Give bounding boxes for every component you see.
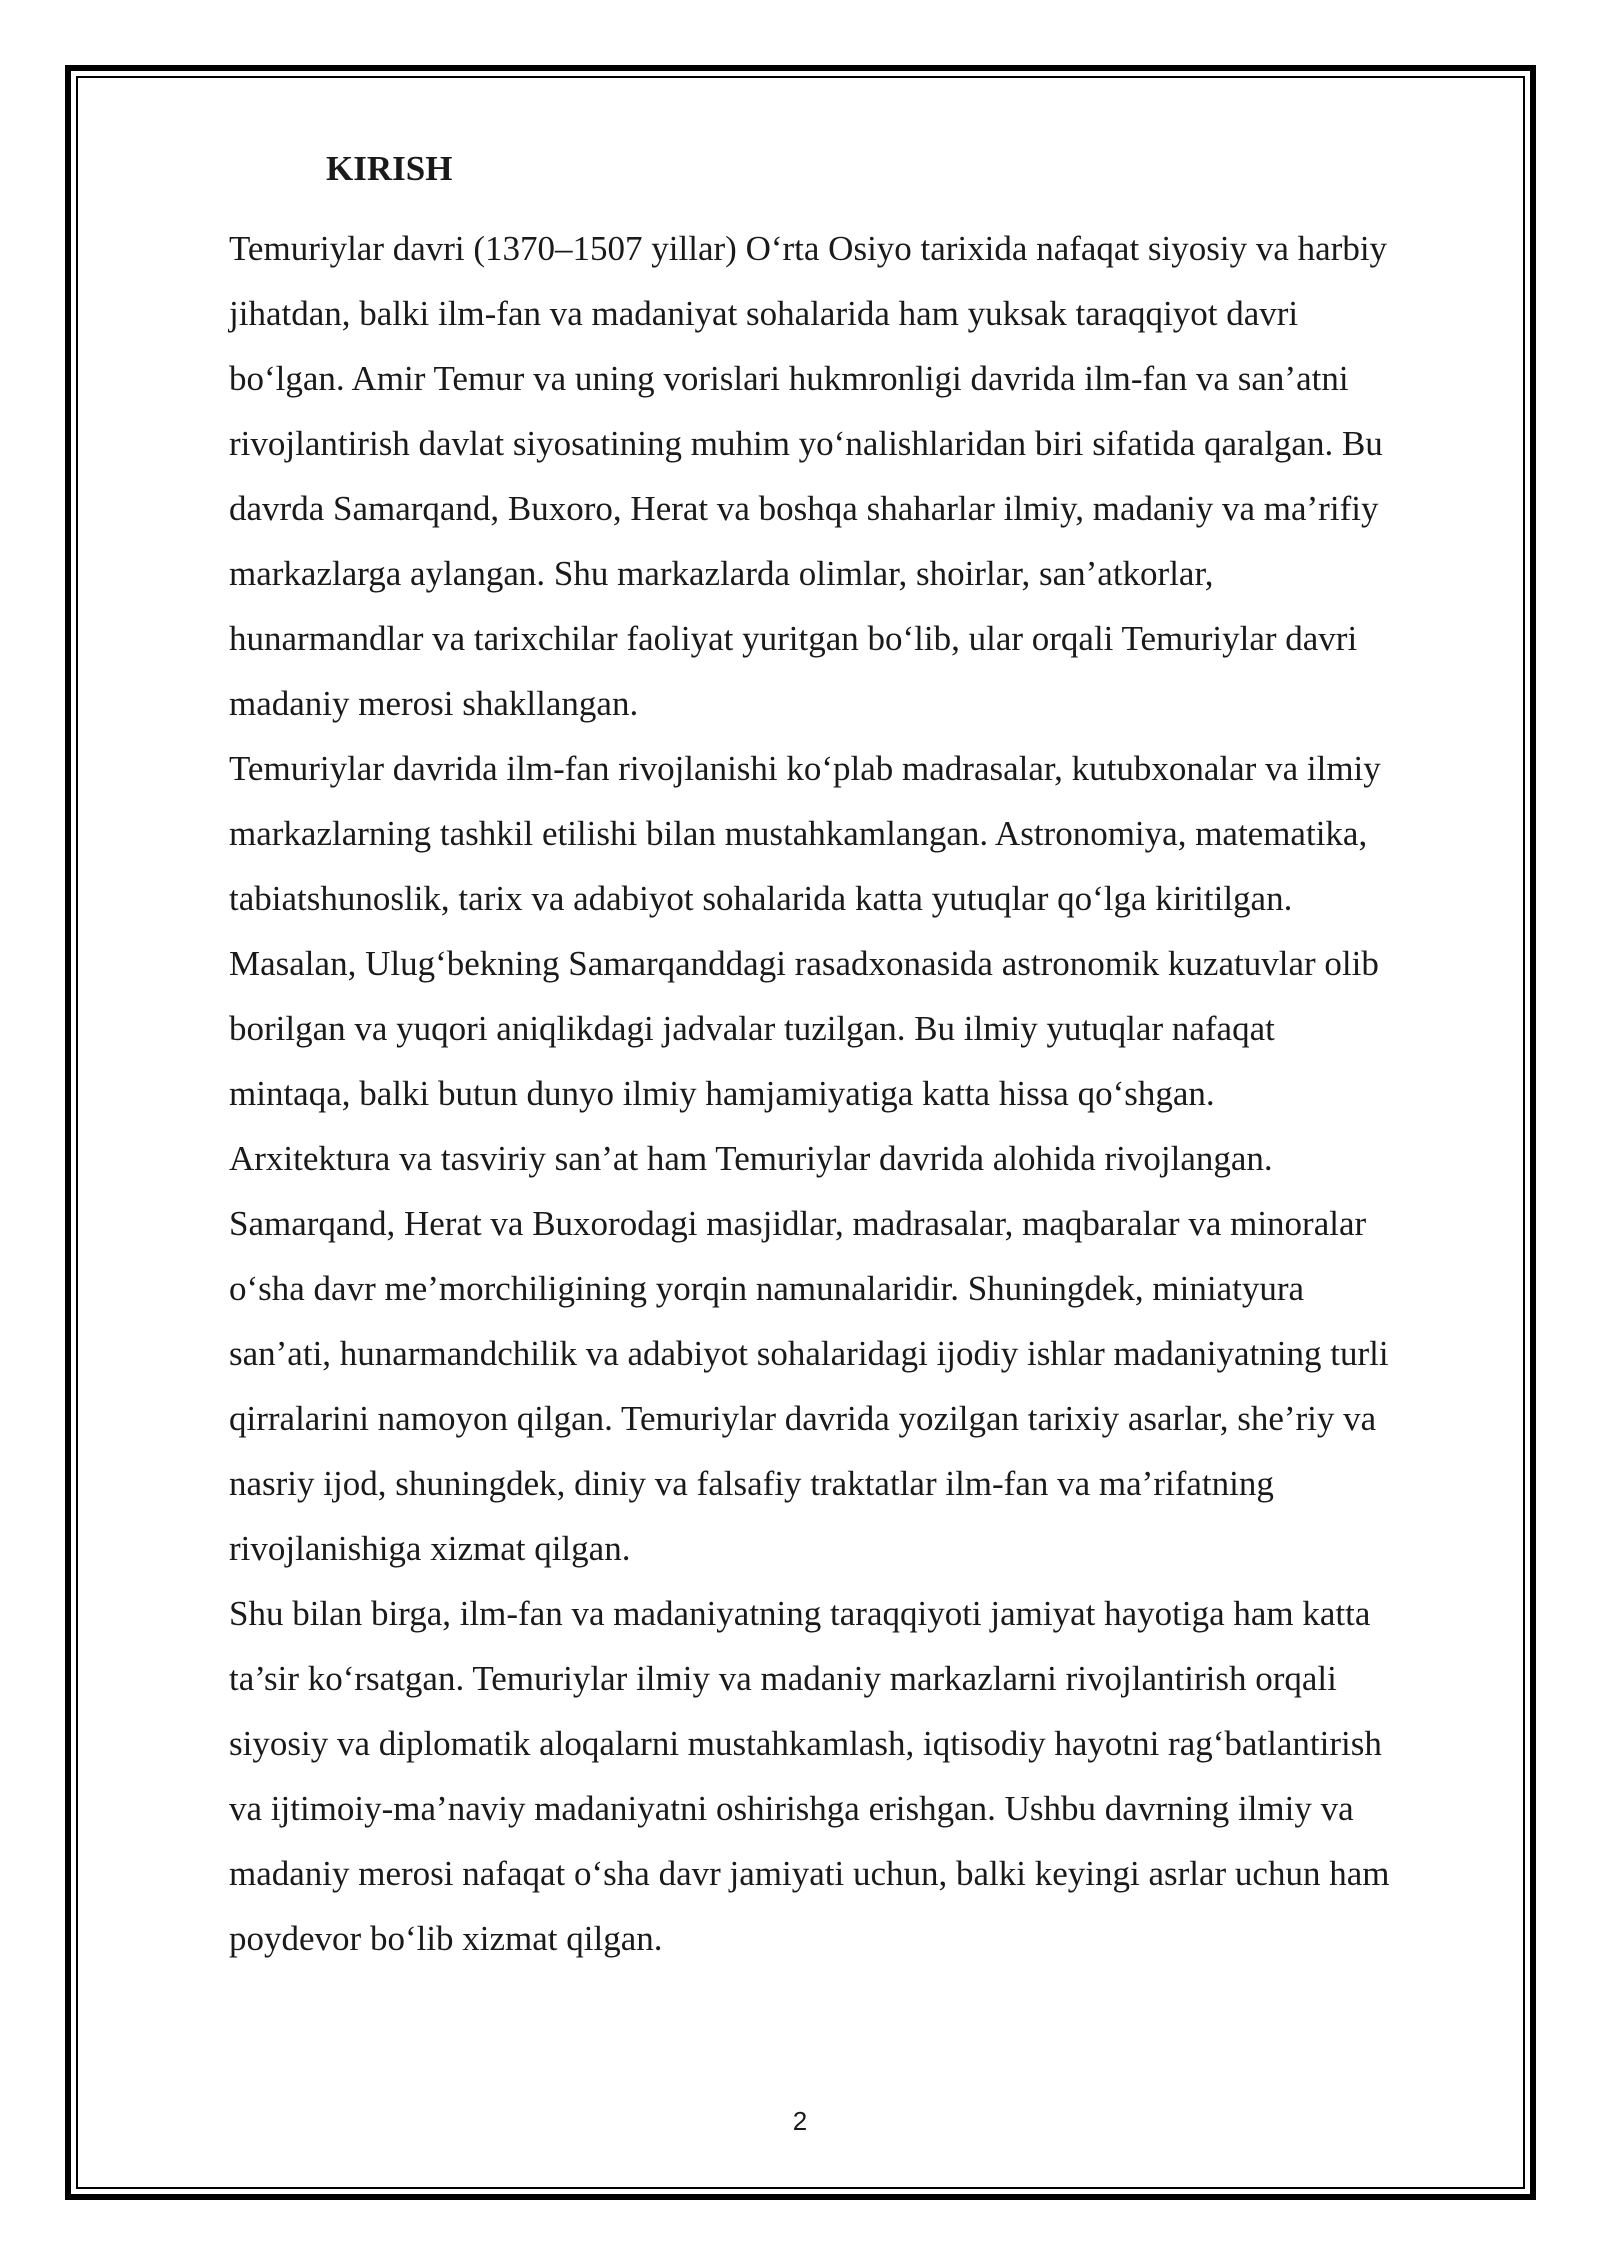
- text-line: siyosiy va diplomatik aloqalarni mustahkamlash, iqtisodiy hayotni rag‘batlantirish: [229, 1724, 1382, 1763]
- text-line: borilgan va yuqori aniqlikdagi jadvalar tuzilgan. Bu ilmiy yutuqlar nafaqat: [229, 1009, 1275, 1048]
- text-line: Temuriylar davri (1370–1507 yillar) O‘rta Osiyo tarixida nafaqat siyosiy va harbiy: [229, 229, 1388, 268]
- text-line: nasriy ijod, shuningdek, diniy va falsafiy traktatlar ilm-fan va ma’rifatning: [229, 1464, 1274, 1503]
- page-number: 2: [792, 2106, 808, 2136]
- paragraph-4: [229, 1581, 1489, 1971]
- text-line: madaniy merosi nafaqat o‘sha davr jamiyati uchun, balki keyingi asrlar uchun ham: [229, 1854, 1390, 1893]
- text-line: hunarmandlar va tarixchilar faoliyat yuritgan bo‘lib, ular orqali Temuriylar davri: [229, 619, 1358, 658]
- text-line: davrda Samarqand, Buxoro, Herat va boshqa shaharlar ilmiy, madaniy va ma’rifiy: [229, 489, 1379, 528]
- text-line: Samarqand, Herat va Buxorodagi masjidlar, madrasalar, maqbaralar va minoralar: [229, 1204, 1367, 1243]
- text-line: bo‘lgan. Amir Temur va uning vorislari hukmronligi davrida ilm-fan va san’atni: [229, 359, 1349, 398]
- text-line: rivojlanishiga xizmat qilgan.: [229, 1529, 631, 1568]
- text-line: va ijtimoiy-ma’naviy madaniyatni oshirishga erishgan. Ushbu davrning ilmiy va: [229, 1789, 1354, 1828]
- text-line: o‘sha davr me’morchiligining yorqin namunalaridir. Shuningdek, miniatyura: [229, 1269, 1305, 1308]
- text-line: poydevor bo‘lib xizmat qilgan.: [229, 1919, 663, 1958]
- text-line: Temuriylar davrida ilm-fan rivojlanishi ko‘plab madrasalar, kutubxonalar va ilmiy: [229, 749, 1381, 788]
- text-line: markazlarga aylangan. Shu markazlarda olimlar, shoirlar, san’atkorlar,: [229, 554, 1214, 593]
- text-line: san’ati, hunarmandchilik va adabiyot sohalaridagi ijodiy ishlar madaniyatning turli: [229, 1334, 1389, 1373]
- paragraph-2: [229, 736, 1489, 1126]
- text-line: qirralarini namoyon qilgan. Temuriylar davrida yozilgan tarixiy asarlar, she’riy va: [229, 1399, 1377, 1438]
- paragraph-1: [229, 216, 1489, 736]
- section-heading: KIRISH: [326, 149, 453, 188]
- paragraph-3: [229, 1126, 1489, 1581]
- text-line: markazlarning tashkil etilishi bilan mustahkamlangan. Astronomiya, matematika,: [229, 814, 1368, 853]
- text-line: jihatdan, balki ilm-fan va madaniyat sohalarida ham yuksak taraqqiyot davri: [229, 294, 1299, 333]
- text-line: Masalan, Ulug‘bekning Samarqanddagi rasadxonasida astronomik kuzatuvlar olib: [229, 944, 1379, 983]
- text-line: Shu bilan birga, ilm-fan va madaniyatning taraqqiyoti jamiyat hayotiga ham katta: [229, 1594, 1371, 1633]
- text-line: mintaqa, balki butun dunyo ilmiy hamjamiyatiga katta hissa qo‘shgan.: [229, 1074, 1215, 1113]
- document-body: [229, 148, 1489, 1971]
- text-line: madaniy merosi shakllangan.: [229, 684, 639, 723]
- text-line: Arxitektura va tasviriy san’at ham Temuriylar davrida alohida rivojlangan.: [229, 1139, 1273, 1178]
- text-line: ta’sir ko‘rsatgan. Temuriylar ilmiy va madaniy markazlarni rivojlantirish orqali: [229, 1659, 1337, 1698]
- text-line: rivojlantirish davlat siyosatining muhim yo‘nalishlaridan biri sifatida qaralgan. Bu: [229, 424, 1383, 463]
- text-line: tabiatshunoslik, tarix va adabiyot sohalarida katta yutuqlar qo‘lga kiritilgan.: [229, 879, 1293, 918]
